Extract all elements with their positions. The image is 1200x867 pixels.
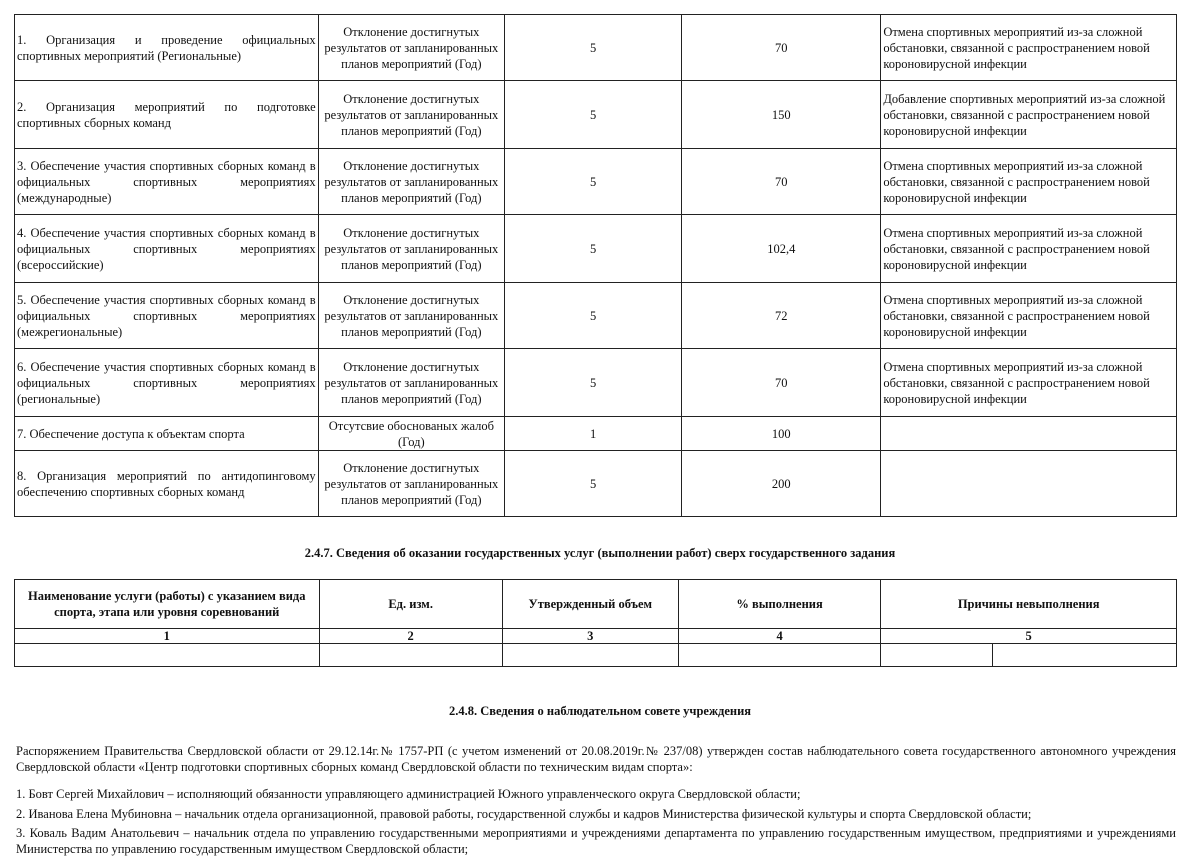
indicator-cell: Отклонение достигнутых результатов от запланированных планов мероприятий (Год) (318, 149, 504, 215)
indicator-cell: Отклонение достигнутых результатов от запланированных планов мероприятий (Год) (318, 215, 504, 283)
service-name-cell: 8. Организация мероприятий по антидопинговому обеспечению спортивных сборных команд (15, 451, 319, 517)
value-cell: 5 (505, 283, 682, 349)
empty-cell (15, 644, 320, 667)
reason-cell (881, 451, 1177, 517)
indicator-cell: Отсутсвие обоснованых жалоб (Год) (318, 417, 504, 451)
column-number: 4 (678, 629, 881, 644)
value-cell: 102,4 (682, 215, 881, 283)
reason-cell: Отмена спортивных мероприятий из-за сложной обстановки, связанной с распространением новой короновирусной инфекции (881, 283, 1177, 349)
service-name-cell: 4. Обеспечение участия спортивных сборных команд в официальных спортивных мероприятиях (всероссийские) (15, 215, 319, 283)
table-row (15, 451, 1177, 517)
reason-cell (881, 417, 1177, 451)
value-cell: 5 (505, 349, 682, 417)
table-row (15, 15, 1177, 81)
results-table-body (15, 15, 1177, 517)
column-number: 2 (319, 629, 502, 644)
indicator-cell: Отклонение достигнутых результатов от запланированных планов мероприятий (Год) (318, 15, 504, 81)
value-cell: 150 (682, 81, 881, 149)
value-cell: 100 (682, 417, 881, 451)
extra-services-table (14, 579, 1177, 667)
column-number: 1 (15, 629, 320, 644)
indicator-cell: Отклонение достигнутых результатов от запланированных планов мероприятий (Год) (318, 451, 504, 517)
service-name-cell: 2. Организация мероприятий по подготовке спортивных сборных команд (15, 81, 319, 149)
value-cell: 1 (505, 417, 682, 451)
reason-cell: Отмена спортивных мероприятий из-за сложной обстановки, связанной с распространением новой короновирусной инфекции (881, 349, 1177, 417)
council-member-item: 3. Коваль Вадим Анатольевич – начальник отдела по управлению государственными мероприятиями и учреждениями департамента по управлению государственным имуществом, предприятиями и учреждениями Министерства по управлению государственным имуществом Свердловской области; (16, 826, 1176, 856)
value-cell: 70 (682, 349, 881, 417)
indicator-cell: Отклонение достигнутых результатов от запланированных планов мероприятий (Год) (318, 349, 504, 417)
indicator-cell: Отклонение достигнутых результатов от запланированных планов мероприятий (Год) (318, 283, 504, 349)
table-row (15, 149, 1177, 215)
column-header: Ед. изм. (319, 580, 502, 629)
service-name-cell: 3. Обеспечение участия спортивных сборных команд в официальных спортивных мероприятиях (международные) (15, 149, 319, 215)
table-header-row (15, 580, 1177, 629)
column-number: 5 (881, 629, 1177, 644)
empty-cell (881, 644, 993, 667)
reason-cell: Отмена спортивных мероприятий из-за сложной обстановки, связанной с распространением новой короновирусной инфекции (881, 215, 1177, 283)
empty-cell (993, 644, 1177, 667)
table-row (15, 349, 1177, 417)
results-table (14, 14, 1177, 517)
extra-services-table-body (15, 580, 1177, 667)
table-row (15, 81, 1177, 149)
column-header: % выполнения (678, 580, 881, 629)
column-number: 3 (502, 629, 678, 644)
section-title-2-4-7: 2.4.7. Сведения об оказании государственных услуг (выполнении работ) сверх государственного задания (304, 546, 896, 560)
table-row (15, 644, 1177, 667)
empty-cell (678, 644, 881, 667)
service-name-cell: 6. Обеспечение участия спортивных сборных команд в официальных спортивных мероприятиях (региональные) (15, 349, 319, 417)
table-row (15, 215, 1177, 283)
service-name-cell: 5. Обеспечение участия спортивных сборных команд в официальных спортивных мероприятиях (межрегиональные) (15, 283, 319, 349)
council-member-item: 2. Иванова Елена Мубиновна – начальник отдела организационной, правовой работы, государственной службы и кадров Министерства физической культуры и спорта Свердловской области; (16, 807, 1032, 821)
table-row (15, 283, 1177, 349)
reason-cell: Добавление спортивных мероприятий из-за сложной обстановки, связанной с распространением новой короновирусной инфекции (881, 81, 1177, 149)
value-cell: 70 (682, 15, 881, 81)
value-cell: 5 (505, 149, 682, 215)
council-member-item: 1. Бовт Сергей Михайлович – исполняющий обязанности управляющего администрацией Южного управленческого округа Свердловской области; (16, 787, 801, 801)
table-row (15, 417, 1177, 451)
section-title-2-4-8: 2.4.8. Сведения о наблюдательном совете учреждения (448, 704, 752, 718)
column-header: Причины невыполнения (881, 580, 1177, 629)
empty-cell (502, 644, 678, 667)
value-cell: 5 (505, 81, 682, 149)
service-name-cell: 1. Организация и проведение официальных спортивных мероприятий (Региональные) (15, 15, 319, 81)
council-intro-paragraph: Распоряжением Правительства Свердловской области от 29.12.14г.№ 1757-РП (с учетом изменений от 20.08.2019г.№ 237/08) утвержден состав наблюдательного совета государственного автономного учреждения Свердловской области «Центр подготовки спортивных сборных команд Свердловской области по техническим видам спорта»: (16, 744, 1176, 774)
value-cell: 5 (505, 451, 682, 517)
reason-cell: Отмена спортивных мероприятий из-за сложной обстановки, связанной с распространением новой короновирусной инфекции (881, 149, 1177, 215)
value-cell: 70 (682, 149, 881, 215)
column-header: Утвержденный объем (502, 580, 678, 629)
value-cell: 72 (682, 283, 881, 349)
indicator-cell: Отклонение достигнутых результатов от запланированных планов мероприятий (Год) (318, 81, 504, 149)
value-cell: 5 (505, 15, 682, 81)
reason-cell: Отмена спортивных мероприятий из-за сложной обстановки, связанной с распространением новой короновирусной инфекции (881, 15, 1177, 81)
empty-cell (319, 644, 502, 667)
value-cell: 5 (505, 215, 682, 283)
value-cell: 200 (682, 451, 881, 517)
column-number-row (15, 629, 1177, 644)
column-header: Наименование услуги (работы) с указанием вида спорта, этапа или уровня соревнований (15, 580, 320, 629)
service-name-cell: 7. Обеспечение доступа к объектам спорта (15, 417, 319, 451)
